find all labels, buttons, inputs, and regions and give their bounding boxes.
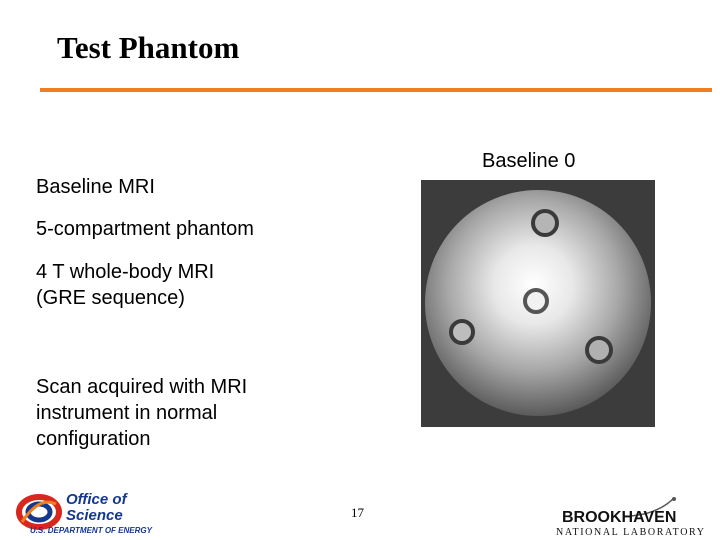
- title-divider: [40, 88, 712, 92]
- office-of-science-line1: Office of: [66, 491, 127, 508]
- brookhaven-subtitle: NATIONAL LABORATORY: [556, 527, 706, 538]
- image-caption: Baseline 0: [482, 150, 576, 172]
- office-of-science-logo: [12, 490, 162, 538]
- text-compartment-phantom: 5-compartment phantom: [36, 218, 254, 240]
- text-mri-type: 4 T whole-body MRI (GRE sequence): [36, 261, 215, 309]
- text-baseline-mri: Baseline MRI: [36, 176, 155, 198]
- slide-title: Test Phantom: [57, 30, 240, 65]
- office-of-science-line2: Science: [66, 507, 123, 524]
- mri-phantom-image: [421, 180, 655, 427]
- page-number: 17: [351, 505, 364, 520]
- text-scan-description: Scan acquired with MRI instrument in normal configuration: [36, 376, 248, 450]
- brookhaven-logo: [556, 496, 716, 540]
- brookhaven-name: BROOKHAVEN: [562, 509, 677, 526]
- doe-label: U.S. DEPARTMENT OF ENERGY: [30, 526, 152, 535]
